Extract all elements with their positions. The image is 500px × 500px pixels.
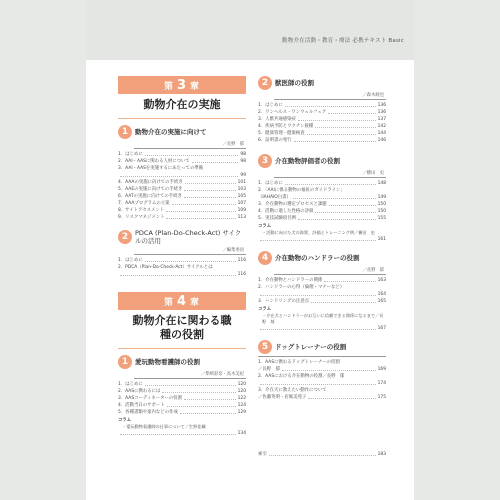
leader-dots	[180, 409, 236, 414]
section-title: ドッグトレーナーの役割	[275, 343, 347, 351]
section-number-badge: 2	[118, 230, 132, 244]
page-number: 98	[240, 152, 246, 157]
leader-dots	[145, 381, 236, 386]
toc-entry[interactable]	[258, 180, 386, 187]
page-number: 161	[377, 237, 386, 242]
column-label: コラム	[258, 224, 272, 229]
section-author: ／横田 史	[274, 169, 386, 178]
page-number: 109	[237, 208, 246, 213]
toc-entry[interactable]	[118, 381, 246, 388]
entry-title: 5．健康管理・健康検査	[258, 131, 305, 136]
section-4-3	[258, 154, 386, 243]
leader-dots	[167, 402, 236, 407]
leader-dots	[293, 194, 376, 199]
leader-dots	[324, 277, 375, 282]
page-number: 148	[377, 181, 386, 186]
section-author: ／森木綾也	[274, 91, 386, 100]
section-number-badge: 4	[258, 251, 272, 265]
column-bullet: ・介在犬とハンドラーがお互いに信頼できる関係になるまで／長野 郁	[262, 313, 384, 324]
toc-entry[interactable]	[258, 298, 386, 305]
chapter-4-banner	[118, 292, 246, 310]
page-number: 150	[377, 202, 386, 207]
column-bullet: ・愛玩動物看護師の仕事について／生野佳織	[122, 424, 206, 429]
toc-entry[interactable]	[118, 409, 246, 416]
section-3-2	[118, 229, 246, 278]
entry-title: 1．はじめに	[118, 382, 143, 387]
index-label: 索引	[258, 452, 267, 457]
page-number: 103	[237, 187, 246, 192]
toc-entry[interactable]	[118, 186, 246, 193]
leader-dots	[184, 186, 235, 191]
leader-dots	[260, 380, 376, 385]
section-4-1	[118, 355, 246, 437]
page-number: 164	[377, 292, 386, 297]
toc-entry[interactable]	[258, 215, 386, 222]
leader-dots	[184, 395, 236, 400]
section-title: 介在動物のハンドラーの役割	[275, 254, 360, 262]
toc-entry[interactable]	[258, 359, 386, 366]
entry-title: 5．AAEの実施に向けての手続き	[118, 187, 183, 192]
entry-title: 3．介在犬に教えたい動作について	[258, 388, 327, 393]
toc-entry[interactable]	[258, 373, 386, 380]
leader-dots	[282, 366, 376, 371]
leader-dots	[298, 215, 376, 220]
page-number: 167	[377, 326, 386, 331]
entry-title: 5．実技試験項目例	[258, 216, 296, 221]
leader-dots	[192, 158, 239, 163]
entry-title: 3．人獣共通感染症	[258, 117, 296, 122]
column-label: コラム	[118, 418, 132, 423]
leader-dots	[185, 179, 236, 184]
section-title: 動物介在の実施に向けて	[135, 128, 207, 136]
page-number: 129	[237, 410, 246, 415]
toc-entry[interactable]	[258, 187, 386, 194]
leader-dots	[307, 130, 376, 135]
toc-entry[interactable]	[118, 200, 246, 207]
page-number: 105	[237, 194, 246, 199]
page-number: 122	[237, 396, 246, 401]
section-title: 介在動物評価者の役割	[275, 157, 340, 165]
section-3-1	[118, 125, 246, 221]
page-number: 155	[377, 216, 386, 221]
toc-entry[interactable]	[118, 179, 246, 186]
toc-entry[interactable]	[118, 257, 246, 264]
page-number: 124	[237, 403, 246, 408]
page-number: 134	[237, 431, 246, 436]
leader-dots	[120, 271, 236, 276]
entry-title: 1．はじめに	[258, 103, 283, 108]
book-series-title: 動物介在活動・教育・療法 必携テキスト Basic	[282, 38, 404, 44]
page-number: 174	[377, 381, 386, 386]
page-number: 169	[377, 367, 386, 372]
entry-title: 4．疾病予防とワクチン接種	[258, 124, 314, 129]
leader-dots	[120, 172, 238, 177]
entry-title: 1．介在動物とハンドラーの関係	[258, 278, 323, 283]
toc-entry[interactable]	[258, 201, 386, 208]
entry-title: 3．介在動物の選定プロセスと課題	[258, 202, 327, 207]
leader-dots	[145, 257, 236, 262]
toc-entry[interactable]	[258, 123, 386, 130]
page-number: 99	[240, 173, 246, 178]
section-4-2	[258, 76, 386, 144]
header-band	[86, 0, 414, 60]
section-number-badge: 1	[118, 125, 132, 139]
entry-title: 1．はじめに	[118, 258, 143, 263]
section-4-4	[258, 251, 386, 332]
page-number: 163	[377, 278, 386, 283]
toc-entry[interactable]	[118, 193, 246, 200]
leader-dots	[166, 214, 235, 219]
page-number: 146	[377, 138, 386, 143]
toc-entry[interactable]	[118, 214, 246, 221]
chapter-number: 3	[176, 77, 188, 93]
entry-title: 4．活動に適した性格の評価	[258, 209, 314, 214]
entry-title: 7．AAAプログラムの立案	[118, 201, 170, 206]
column-bullet-page-row	[258, 325, 386, 332]
entry-title: 3．AASコーディネーターの役割	[118, 396, 183, 401]
entry-title: 2．PDCA（Plan-Do-Check-Act）サイクルとは	[118, 265, 213, 270]
page-number: 107	[237, 201, 246, 206]
section-number-badge: 2	[258, 76, 272, 90]
toc-entry[interactable]	[258, 291, 386, 298]
page-number: 136	[377, 103, 386, 108]
entry-title: 9．リスクマネジメント	[118, 215, 165, 220]
page-number: 120	[237, 389, 246, 394]
leader-dots	[315, 208, 375, 213]
entry-title: 1．はじめに	[258, 181, 283, 186]
toc-entry[interactable]	[258, 277, 386, 284]
leader-dots	[145, 151, 239, 156]
section-4-5	[258, 340, 386, 401]
entry-title: 3．ハンドリングの注意点	[258, 299, 310, 304]
entry-title: （IAHAIO白書）	[258, 195, 291, 200]
page-number: 116	[237, 258, 246, 263]
entry-title: 1．はじめに	[118, 152, 143, 157]
leader-dots	[162, 388, 235, 393]
toc-entry[interactable]	[118, 165, 246, 172]
toc-entry[interactable]	[258, 102, 386, 109]
section-author: ／長野 郁	[134, 140, 246, 149]
toc-entry[interactable]	[258, 380, 386, 387]
section-author: ／長野 郁	[274, 266, 386, 275]
leader-dots	[328, 109, 375, 114]
toc-entry[interactable]	[258, 130, 386, 137]
leader-dots	[166, 207, 235, 212]
toc-entry[interactable]	[118, 388, 246, 395]
entry-title: 2．AAI・AASに関わる人材について	[118, 159, 190, 164]
toc-entry[interactable]	[118, 402, 246, 409]
leader-dots	[311, 298, 376, 303]
leader-dots	[294, 137, 376, 142]
left-column	[118, 76, 246, 437]
entry-title: 2．AASに携わるには	[118, 389, 161, 394]
page-number: 120	[237, 382, 246, 387]
right-column	[258, 76, 386, 401]
entry-title: 2．ハンドラーの心得（倫理・マナーなど）	[258, 285, 345, 290]
page-number: 149	[377, 195, 386, 200]
section-number-badge: 1	[118, 355, 132, 369]
page-number: 165	[377, 299, 386, 304]
chapter-number: 4	[176, 293, 188, 309]
index-entry[interactable]	[258, 451, 386, 458]
leader-dots	[298, 116, 376, 121]
chapter-3-banner	[118, 76, 246, 94]
chapter-prefix: 第	[163, 297, 174, 308]
page-number: 144	[377, 131, 386, 136]
section-author: ／柴崎彩奈・高木美紀	[134, 370, 246, 379]
toc-entry[interactable]	[258, 109, 386, 116]
entry-title: 2．ワンヘルス・ワンウェルフェア	[258, 110, 327, 115]
section-author: ／編集委員	[134, 246, 246, 255]
toc-entry[interactable]	[258, 208, 386, 215]
page	[86, 0, 414, 500]
chapter-4-title: 動物介在に関わる職種の役割	[118, 314, 246, 349]
toc-entry[interactable]	[118, 271, 246, 278]
section-title: 愛玩動物看護師の役割	[135, 358, 200, 366]
column-label: コラム	[258, 307, 272, 312]
entry-title: 2．AASにおける介在動物の役割／長野 郁	[258, 374, 345, 379]
section-number-badge: 5	[258, 340, 272, 354]
entry-title: 5．各種書類や案内などの作成	[118, 410, 178, 415]
section-title: PDCA (Plan-Do-Check-Act) サイクルの活用	[135, 229, 242, 245]
page-number: 113	[237, 215, 246, 220]
entry-title: 8．サイトアセスメント	[118, 208, 165, 213]
entry-title: 6．AATの実施に向けての手続き	[118, 194, 182, 199]
section-number-badge: 3	[258, 154, 272, 168]
chapter-suffix: 章	[190, 297, 201, 308]
column-bullet: ・活動に向けた犬の資質、評価とトレーニング例／横田 史	[262, 230, 375, 235]
entry-title: 3．AAI・AASを実施するにあたっての準備	[118, 166, 203, 171]
chapter-3-title: 動物介在の実施	[118, 98, 246, 119]
page-number: 98	[240, 159, 246, 164]
leader-dots	[285, 102, 376, 107]
leader-dots	[260, 291, 376, 296]
leader-dots	[315, 123, 375, 128]
toc-entry[interactable]	[118, 395, 246, 402]
page-number: 116	[237, 272, 246, 277]
entry-title: 4．AAAの実施に向けての手続き	[118, 180, 183, 185]
leader-dots	[172, 200, 236, 205]
chapter-prefix: 第	[163, 81, 174, 92]
page-number: 137	[377, 117, 386, 122]
page-number: 150	[377, 209, 386, 214]
toc-entry[interactable]	[118, 172, 246, 179]
toc-entry[interactable]	[118, 207, 246, 214]
page-number: 101	[237, 180, 246, 185]
page-number: 142	[377, 124, 386, 129]
entry-title: ／長野 郁	[258, 367, 280, 372]
page-number: 183	[377, 452, 386, 457]
toc-entry[interactable]	[258, 387, 386, 394]
leader-dots	[329, 201, 376, 206]
toc-entry[interactable]	[258, 194, 386, 201]
leader-dots	[285, 180, 376, 185]
section-title: 獣医師の役割	[275, 79, 314, 87]
page-number: 136	[377, 110, 386, 115]
leader-dots	[308, 394, 375, 399]
column-bullet-page-row	[258, 236, 386, 243]
page-number: 175	[377, 395, 386, 400]
toc-entry[interactable]	[258, 284, 386, 291]
leader-dots	[184, 193, 236, 198]
toc-entry[interactable]	[118, 158, 246, 165]
entry-title: ／佐藤英明・岩堀美苑子	[258, 395, 307, 400]
entry-title: 1．AASに携わるドッグトレーナーの役割	[258, 360, 340, 365]
toc-entry[interactable]	[258, 394, 386, 401]
chapter-suffix: 章	[190, 81, 201, 92]
column-bullet-page-row	[118, 430, 246, 437]
entry-title: 4．活動当日のサポート	[118, 403, 165, 408]
toc-entry[interactable]	[258, 366, 386, 373]
entry-title: 6．証明書の発行	[258, 138, 292, 143]
toc-entry[interactable]	[258, 116, 386, 123]
entry-title: 2．「AAIに係る動物の福祉のガイドライン」	[258, 188, 345, 193]
toc-entry[interactable]	[118, 151, 246, 158]
toc-entry[interactable]	[118, 264, 246, 271]
toc-entry[interactable]	[258, 137, 386, 144]
